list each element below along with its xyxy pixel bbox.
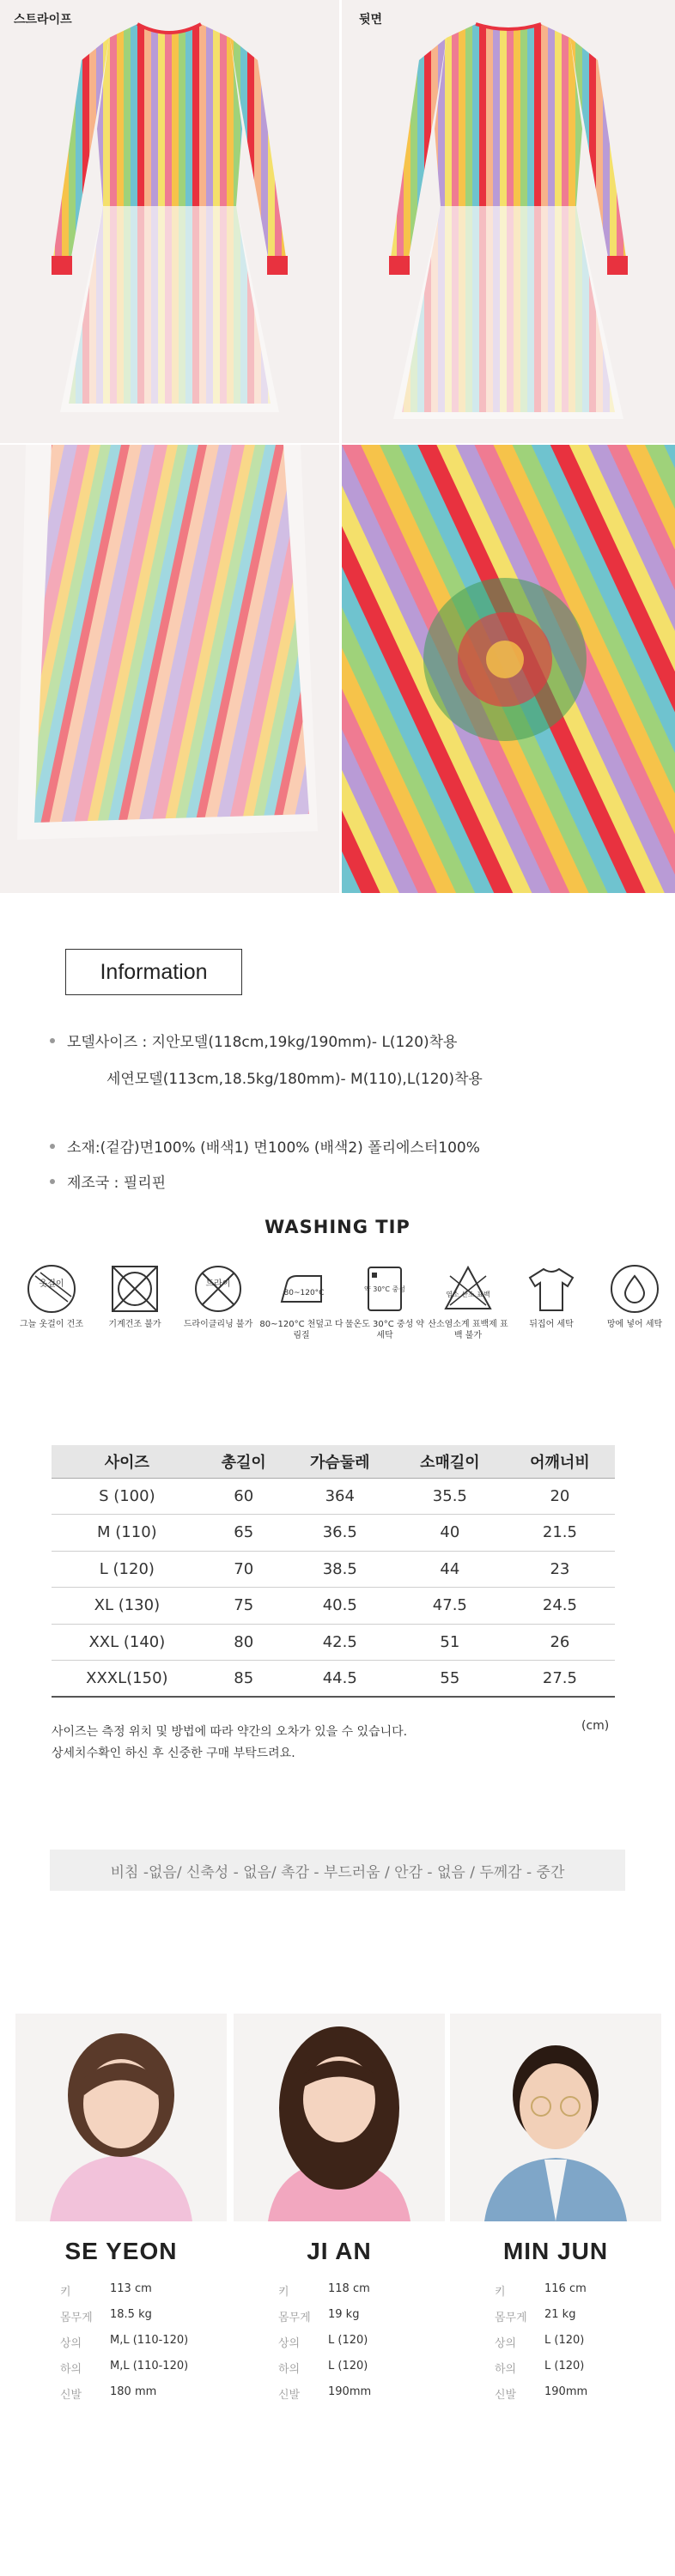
- spec-row-height: [450, 2282, 661, 2308]
- spec-key: 상의: [278, 2337, 301, 2350]
- back-view-photo[interactable]: [342, 0, 675, 443]
- model-name: SE YEON: [64, 2238, 178, 2264]
- table-cell: 85: [203, 1661, 285, 1698]
- back-view-label: 뒷면: [359, 13, 383, 27]
- wash-item-shade-dry: [9, 1262, 94, 1330]
- dress-front-illustration: [0, 0, 339, 443]
- fabric-closeup-illustration: [342, 445, 675, 893]
- dress-back-illustration: [342, 0, 675, 443]
- spec-row-top: [15, 2334, 227, 2360]
- wash-label-no-bleach: 산소염소계 표백제 표백 불가: [428, 1320, 508, 1340]
- wash-item-inside-out: [508, 1262, 594, 1330]
- bullet-dot: [50, 1144, 55, 1149]
- spec-value: 113 cm: [110, 2282, 152, 2295]
- table-cell: 55: [395, 1661, 505, 1698]
- fabric-attributes-bar: [50, 1850, 625, 1891]
- spec-row-shoes: [450, 2385, 661, 2411]
- spec-value: 190mm: [328, 2385, 372, 2398]
- wash-label-inside-out: 뒤집어 세탁: [529, 1320, 574, 1329]
- model-photo[interactable]: [450, 2014, 661, 2221]
- spec-value: M,L (110-120): [110, 2334, 189, 2347]
- table-cell: 35.5: [395, 1478, 505, 1515]
- no-tumble-dry-icon: [108, 1262, 161, 1315]
- model-photo[interactable]: [15, 2014, 227, 2221]
- wash-item-no-tumble: [92, 1262, 178, 1330]
- information-heading: Information: [65, 949, 242, 995]
- wash-item-wash-30: [342, 1262, 428, 1341]
- no-bleach-icon: [441, 1262, 495, 1315]
- spec-row-bottom: [234, 2360, 445, 2385]
- model-portrait-illustration: [234, 2014, 445, 2221]
- spec-key: 상의: [60, 2337, 82, 2350]
- table-row: [52, 1515, 615, 1552]
- model-name: JI AN: [307, 2238, 372, 2264]
- spec-row-weight: [450, 2308, 661, 2334]
- table-cell: 364: [285, 1478, 395, 1515]
- spec-value: L (120): [328, 2334, 368, 2347]
- fabric-attributes-text: 비침 -없음/ 신축성 - 없음/ 촉감 - 부드러움 / 안감 - 없음 / 두께감 - 중간: [110, 1863, 565, 1881]
- spec-row-shoes: [234, 2385, 445, 2411]
- table-cell: M (110): [52, 1515, 203, 1552]
- no-dry-clean-icon: [192, 1262, 245, 1315]
- model-size-line: [50, 1030, 458, 1051]
- wash-label-iron: 80~120°C 천덮고 다림질: [259, 1320, 344, 1340]
- spec-row-bottom: [15, 2360, 227, 2385]
- table-row: [52, 1588, 615, 1625]
- table-cell: XXL (140): [52, 1624, 203, 1661]
- wash-30-icon: [358, 1262, 411, 1315]
- water-drop-icon: [608, 1262, 661, 1315]
- wash-item-net: [592, 1262, 675, 1330]
- inside-out-icon: [525, 1262, 578, 1315]
- spec-value: 190mm: [544, 2385, 588, 2398]
- svg-text:옷걸이: 옷걸이: [39, 1279, 64, 1289]
- wash-label-no-dry-clean: 드라이클리닝 불가: [183, 1320, 253, 1329]
- unit-label: (cm): [581, 1719, 610, 1733]
- spec-value: 18.5 kg: [110, 2308, 152, 2321]
- table-header-cell: 가슴둘레: [285, 1445, 395, 1478]
- spec-row-height: [15, 2282, 227, 2308]
- model-portrait-illustration: [450, 2014, 661, 2221]
- table-cell: 38.5: [285, 1551, 395, 1588]
- spec-value: 19 kg: [328, 2308, 360, 2321]
- washing-icons-row: [9, 1262, 670, 1357]
- spec-row-shoes: [15, 2385, 227, 2411]
- model-spec-list: [450, 2282, 661, 2411]
- model-size-text-2: 세연모델(113cm,18.5kg/180mm)- M(110),L(120)착용: [106, 1071, 483, 1088]
- table-cell: 44.5: [285, 1661, 395, 1698]
- table-header-cell: 소매길이: [395, 1445, 505, 1478]
- table-cell: 23: [505, 1551, 615, 1588]
- spec-key: 하의: [495, 2363, 517, 2376]
- spec-key: 신발: [60, 2389, 82, 2402]
- table-cell: 80: [203, 1624, 285, 1661]
- bullet-dot: [50, 1179, 55, 1184]
- size-note-1: 사이즈는 측정 위치 및 방법에 따라 약간의 오차가 있을 수 있습니다.: [52, 1725, 408, 1739]
- spec-key: 신발: [278, 2389, 301, 2402]
- wash-item-no-dry-clean: [175, 1262, 261, 1330]
- table-cell: 51: [395, 1624, 505, 1661]
- spec-value: L (120): [544, 2334, 585, 2347]
- table-cell: 70: [203, 1551, 285, 1588]
- spec-key: 상의: [495, 2337, 517, 2350]
- material-text: 소재:(겉감)면100% (배색1) 면100% (배색2) 폴리에스터100%: [67, 1139, 480, 1157]
- spec-key: 하의: [60, 2363, 82, 2376]
- spec-value: 116 cm: [544, 2282, 587, 2295]
- table-cell: 24.5: [505, 1588, 615, 1625]
- table-row: [52, 1661, 615, 1698]
- origin-text: 제조국 : 필리핀: [67, 1175, 167, 1192]
- table-cell: 26: [505, 1624, 615, 1661]
- table-cell: XXXL(150): [52, 1661, 203, 1698]
- spec-key: 키: [495, 2286, 506, 2299]
- spec-key: 몸무게: [60, 2312, 93, 2324]
- shade-dry-icon: [25, 1262, 78, 1315]
- spec-row-top: [450, 2334, 661, 2360]
- svg-text:드라이: 드라이: [205, 1279, 231, 1289]
- origin-line: [50, 1170, 166, 1192]
- table-header-cell: 사이즈: [52, 1445, 203, 1478]
- spec-key: 몸무게: [278, 2312, 311, 2324]
- spec-value: M,L (110-120): [110, 2360, 189, 2372]
- spec-value: L (120): [328, 2360, 368, 2372]
- size-table-header-row: [52, 1445, 615, 1478]
- spec-row-bottom: [450, 2360, 661, 2385]
- model-photo[interactable]: [234, 2014, 445, 2221]
- wash-item-iron: [258, 1262, 344, 1341]
- table-cell: 44: [395, 1551, 505, 1588]
- spec-row-height: [234, 2282, 445, 2308]
- table-cell: 40: [395, 1515, 505, 1552]
- table-cell: 65: [203, 1515, 285, 1552]
- wash-label-net: 망에 넣어 세탁: [606, 1320, 663, 1329]
- table-cell: 47.5: [395, 1588, 505, 1625]
- spec-row-weight: [234, 2308, 445, 2334]
- spec-key: 신발: [495, 2389, 517, 2402]
- table-cell: 75: [203, 1588, 285, 1625]
- table-row: [52, 1551, 615, 1588]
- product-gallery: [0, 0, 675, 893]
- spec-key: 하의: [278, 2363, 301, 2376]
- spec-key: 키: [60, 2286, 71, 2299]
- table-row: [52, 1624, 615, 1661]
- model-spec-list: [15, 2282, 227, 2411]
- table-cell: 20: [505, 1478, 615, 1515]
- svg-text:염소 산소 표백: 염소 산소 표백: [446, 1291, 490, 1298]
- spec-value: 118 cm: [328, 2282, 370, 2295]
- table-header-cell: 총길이: [203, 1445, 285, 1478]
- front-view-photo[interactable]: [0, 0, 339, 443]
- skirt-detail-photo[interactable]: [0, 445, 339, 893]
- spec-row-top: [234, 2334, 445, 2360]
- table-header-cell: 어깨너비: [505, 1445, 615, 1478]
- spec-value: 21 kg: [544, 2308, 576, 2321]
- spec-key: 키: [278, 2286, 289, 2299]
- material-line: [50, 1135, 480, 1157]
- wash-item-no-bleach: [425, 1262, 511, 1341]
- wash-label-shade-dry: 그늘 옷걸이 건조: [20, 1320, 83, 1329]
- washing-tip-title: WASHING TIP: [265, 1217, 410, 1237]
- skirt-detail-illustration: [0, 445, 339, 893]
- model-spec-list: [234, 2282, 445, 2411]
- size-table: [52, 1445, 615, 1698]
- table-cell: 42.5: [285, 1624, 395, 1661]
- table-cell: S (100): [52, 1478, 203, 1515]
- size-note-2: 상세치수확인 하신 후 신중한 구매 부탁드려요.: [52, 1747, 295, 1760]
- table-cell: L (120): [52, 1551, 203, 1588]
- model-name: MIN JUN: [502, 2238, 609, 2264]
- wash-label-no-tumble: 기계건조 불가: [108, 1320, 161, 1329]
- svg-text:약 30°C 중성: 약 30°C 중성: [363, 1285, 406, 1293]
- table-cell: 36.5: [285, 1515, 395, 1552]
- table-cell: XL (130): [52, 1588, 203, 1625]
- model-card-min-jun: [450, 2014, 661, 2411]
- model-card-ji-an: [234, 2014, 445, 2411]
- wash-label-wash-30: 물온도 30°C 중성 약세탁: [344, 1320, 425, 1340]
- iron-icon: [275, 1262, 328, 1315]
- model-portrait-illustration: [15, 2014, 227, 2221]
- spec-key: 몸무게: [495, 2312, 527, 2324]
- spec-row-weight: [15, 2308, 227, 2334]
- spec-value: 180 mm: [110, 2385, 157, 2398]
- table-row: [52, 1478, 615, 1515]
- table-cell: 60: [203, 1478, 285, 1515]
- front-view-label: 스트라이프: [14, 13, 72, 27]
- fabric-closeup-photo[interactable]: [342, 445, 675, 893]
- table-cell: 27.5: [505, 1661, 615, 1698]
- bullet-dot: [50, 1038, 55, 1043]
- table-cell: 21.5: [505, 1515, 615, 1552]
- model-card-se-yeon: [15, 2014, 227, 2411]
- model-size-text: 모델사이즈 : 지안모델(118cm,19kg/190mm)- L(120)착용: [67, 1034, 458, 1051]
- svg-text:80~120°C: 80~120°C: [283, 1289, 325, 1297]
- table-cell: 40.5: [285, 1588, 395, 1625]
- model-size-line-2: [106, 1066, 483, 1088]
- spec-value: L (120): [544, 2360, 585, 2372]
